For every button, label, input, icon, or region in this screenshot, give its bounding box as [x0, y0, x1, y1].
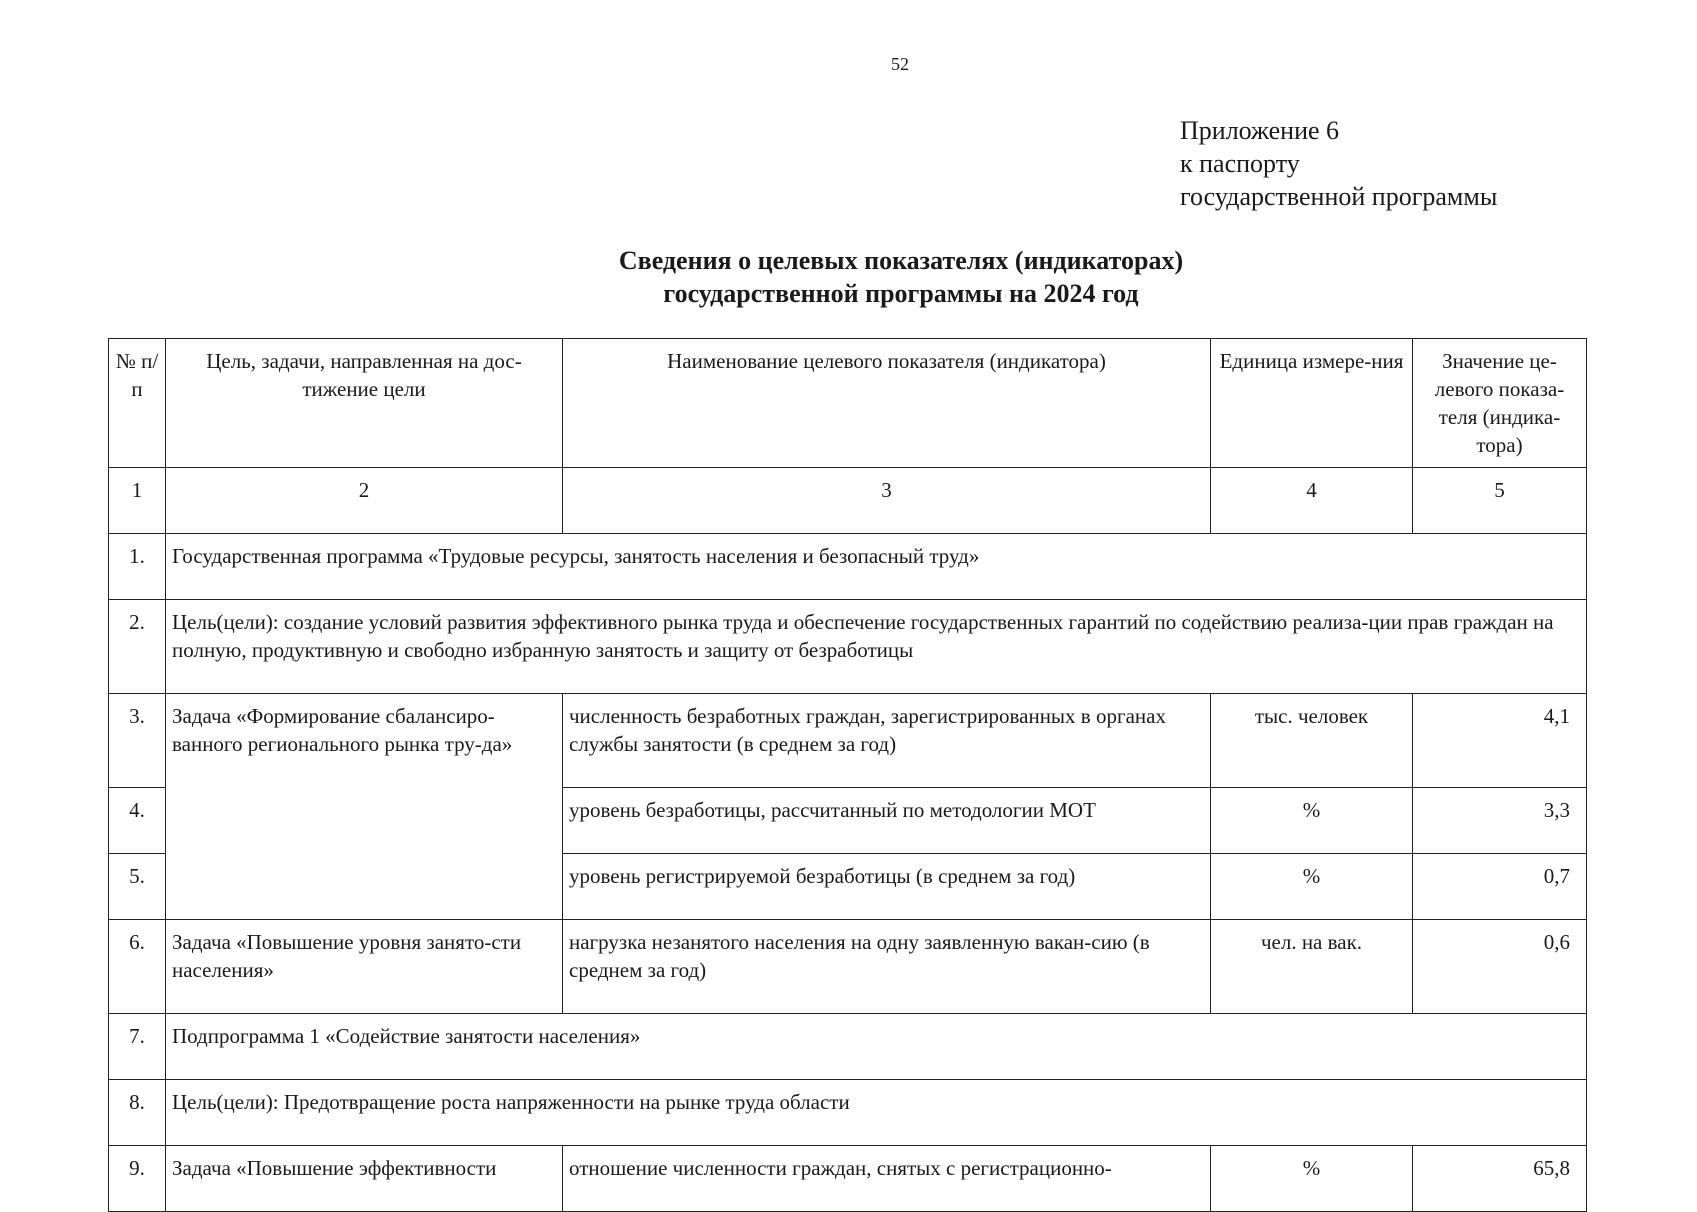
page-number: 52	[891, 54, 909, 74]
row-number: 2.	[109, 600, 166, 694]
indicator-value: 4,1	[1413, 694, 1587, 788]
indicator-name: уровень безработицы, рассчитанный по методологии МОТ	[563, 788, 1211, 854]
header-value: Значение це-левого показа-теля (индика-тора)	[1413, 339, 1587, 468]
table-row	[109, 534, 1587, 600]
title-line: Сведения о целевых показателях (индикаторах)	[618, 246, 1184, 275]
indicators-table	[108, 338, 1587, 1212]
indicator-name: численность безработных граждан, зарегистрированных в органах службы занятости (в среднем за год)	[563, 694, 1211, 788]
table-row	[109, 600, 1587, 694]
header-num: № п/п	[109, 339, 166, 468]
indicator-value: 0,7	[1413, 854, 1587, 920]
column-number: 4	[1211, 468, 1413, 534]
task-cell: Задача «Формирование сбалансиро-ванного регионального рынка тру-да»	[166, 694, 563, 920]
document-title	[0, 244, 1697, 310]
header-unit: Единица измере-ния	[1211, 339, 1413, 468]
column-number-row	[109, 468, 1587, 534]
row-number: 8.	[109, 1080, 166, 1146]
indicator-name: уровень регистрируемой безработицы (в среднем за год)	[563, 854, 1211, 920]
indicator-value: 3,3	[1413, 788, 1587, 854]
table-row	[109, 1080, 1587, 1146]
task-cell: Задача «Повышение эффективности	[166, 1146, 563, 1212]
header-indicator: Наименование целевого показателя (индикатора)	[563, 339, 1211, 468]
row-number: 6.	[109, 920, 166, 1014]
indicator-value: 0,6	[1413, 920, 1587, 1014]
header-goal: Цель, задачи, направленная на дос-тижение цели	[166, 339, 563, 468]
column-number: 2	[166, 468, 563, 534]
table-header-row	[109, 339, 1587, 468]
indicator-unit: тыс. человек	[1211, 694, 1413, 788]
indicator-unit: %	[1211, 788, 1413, 854]
row-number: 5.	[109, 854, 166, 920]
appendix-note	[1180, 114, 1497, 213]
program-title: Государственная программа «Трудовые ресурсы, занятость населения и безопасный труд»	[166, 534, 1587, 600]
table-row	[109, 1146, 1587, 1212]
row-number: 9.	[109, 1146, 166, 1212]
indicator-name: отношение численности граждан, снятых с регистрационно-	[563, 1146, 1211, 1212]
appendix-line: к паспорту	[1180, 149, 1300, 178]
indicator-value: 65,8	[1413, 1146, 1587, 1212]
row-number: 1.	[109, 534, 166, 600]
column-number: 1	[109, 468, 166, 534]
row-number: 4.	[109, 788, 166, 854]
table-row	[109, 920, 1587, 1014]
row-number: 7.	[109, 1014, 166, 1080]
column-number: 5	[1413, 468, 1587, 534]
row-number: 3.	[109, 694, 166, 788]
column-number: 3	[563, 468, 1211, 534]
table-row	[109, 1014, 1587, 1080]
subprogram-goal: Цель(цели): Предотвращение роста напряженности на рынке труда области	[166, 1080, 1587, 1146]
indicator-unit: чел. на вак.	[1211, 920, 1413, 1014]
task-cell: Задача «Повышение уровня занято-сти населения»	[166, 920, 563, 1014]
appendix-line: государственной программы	[1180, 182, 1498, 211]
indicator-unit: %	[1211, 1146, 1413, 1212]
title-line: государственной программы на 2024 год	[663, 279, 1139, 308]
indicator-unit: %	[1211, 854, 1413, 920]
subprogram-title: Подпрограмма 1 «Содействие занятости населения»	[166, 1014, 1587, 1080]
appendix-line: Приложение 6	[1180, 116, 1340, 145]
table-row	[109, 694, 1587, 788]
program-goal: Цель(цели): создание условий развития эффективного рынка труда и обеспечение государственных гарантий по содействию реализа-ции прав граждан на полную, продуктивную и свободно избранную занятость и защиту от безработицы	[166, 600, 1587, 694]
indicator-name: нагрузка незанятого населения на одну заявленную вакан-сию (в среднем за год)	[563, 920, 1211, 1014]
